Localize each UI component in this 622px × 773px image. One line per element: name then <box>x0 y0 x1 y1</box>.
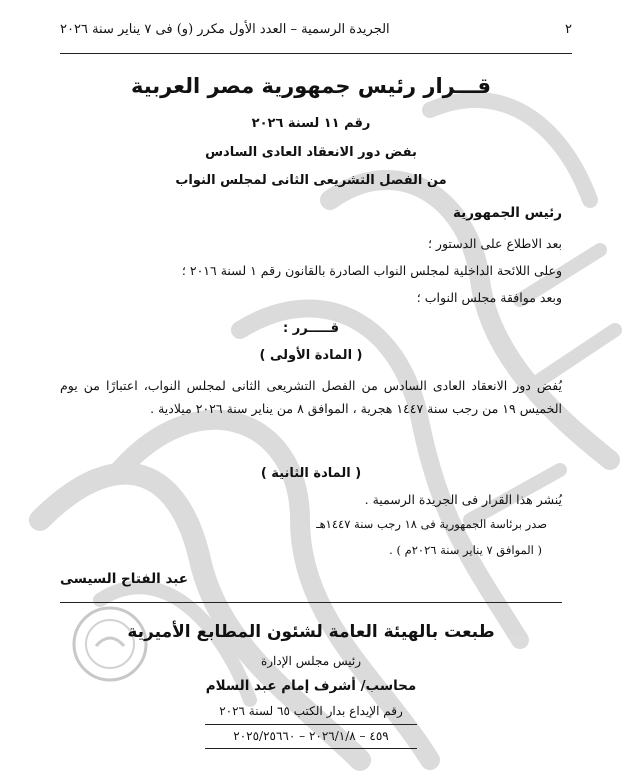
publisher-line: طبعت بالهيئة العامة لشئون المطابع الأميرية <box>127 622 495 642</box>
issued-line: صدر برئاسة الجمهورية فى ١٨ رجب سنة ١٤٤٧هـ <box>316 517 547 531</box>
deposit-number: رقم الإيداع بدار الكتب ٦٥ لسنة ٢٠٢٦ <box>219 704 403 718</box>
page-header <box>60 22 572 42</box>
decided-heading: قـــــرر : <box>282 321 340 336</box>
article1-text: يُفض دور الانعقاد العادى السادس من الفصل التشريعى الثانى لمجلس النواب، اعتبارًا من يوم الخميس ١٩ من رجب سنة ١٤٤٧ هجرية ، الموافق ٨ من يناير سنة ٢٠٢٦ ميلادية . <box>60 378 562 416</box>
print-codes: ٤٥٩ – ٢٠٢٦/١/٨ – ٢٠٢٥/٢٥٦٦٠ <box>233 729 389 743</box>
preamble-line-2: وعلى اللائحة الداخلية لمجلس النواب الصادرة بالقانون رقم ١ لسنة ٢٠١٦ ؛ <box>181 263 562 278</box>
preamble-line-1: بعد الاطلاع على الدستور ؛ <box>427 236 562 251</box>
issued-line-2: ( الموافق ٧ يناير سنة ٢٠٢٦م ) . <box>389 543 542 557</box>
chairman-name: محاسب/ أشرف إمام عبد السلام <box>205 678 417 694</box>
signature: عبد الفتاح السيسى <box>60 571 188 587</box>
footer-rule-mid <box>205 724 417 725</box>
page-number: ٢ <box>565 22 572 37</box>
decree-subject-line2: من الفصل التشريعى الثانى لمجلس النواب <box>175 173 447 188</box>
article2-heading: ( المادة الثانية ) <box>260 466 362 481</box>
printing-office-seal-icon <box>70 604 150 684</box>
president-heading: رئيس الجمهورية <box>452 205 562 221</box>
article1-heading: ( المادة الأولى ) <box>259 348 363 363</box>
header-rule <box>60 53 572 54</box>
article2-text: يُنشر هذا القرار فى الجريدة الرسمية . <box>364 492 562 507</box>
footer-rule-bottom <box>205 748 417 749</box>
footer-rule-top <box>60 602 562 603</box>
decree-title: قـــرار رئيس جمهورية مصر العربية <box>130 74 491 98</box>
running-title: الجريدة الرسمية – العدد الأول مكرر (و) فى ٧ يناير سنة ٢٠٢٦ <box>60 22 390 37</box>
board-title: رئيس مجلس الإدارة <box>260 654 362 668</box>
decree-number: رقم ١١ لسنة ٢٠٢٦ <box>251 116 371 131</box>
decree-subject-line1: بفض دور الانعقاد العادى السادس <box>205 145 417 160</box>
preamble-line-3: وبعد موافقة مجلس النواب ؛ <box>416 290 562 305</box>
